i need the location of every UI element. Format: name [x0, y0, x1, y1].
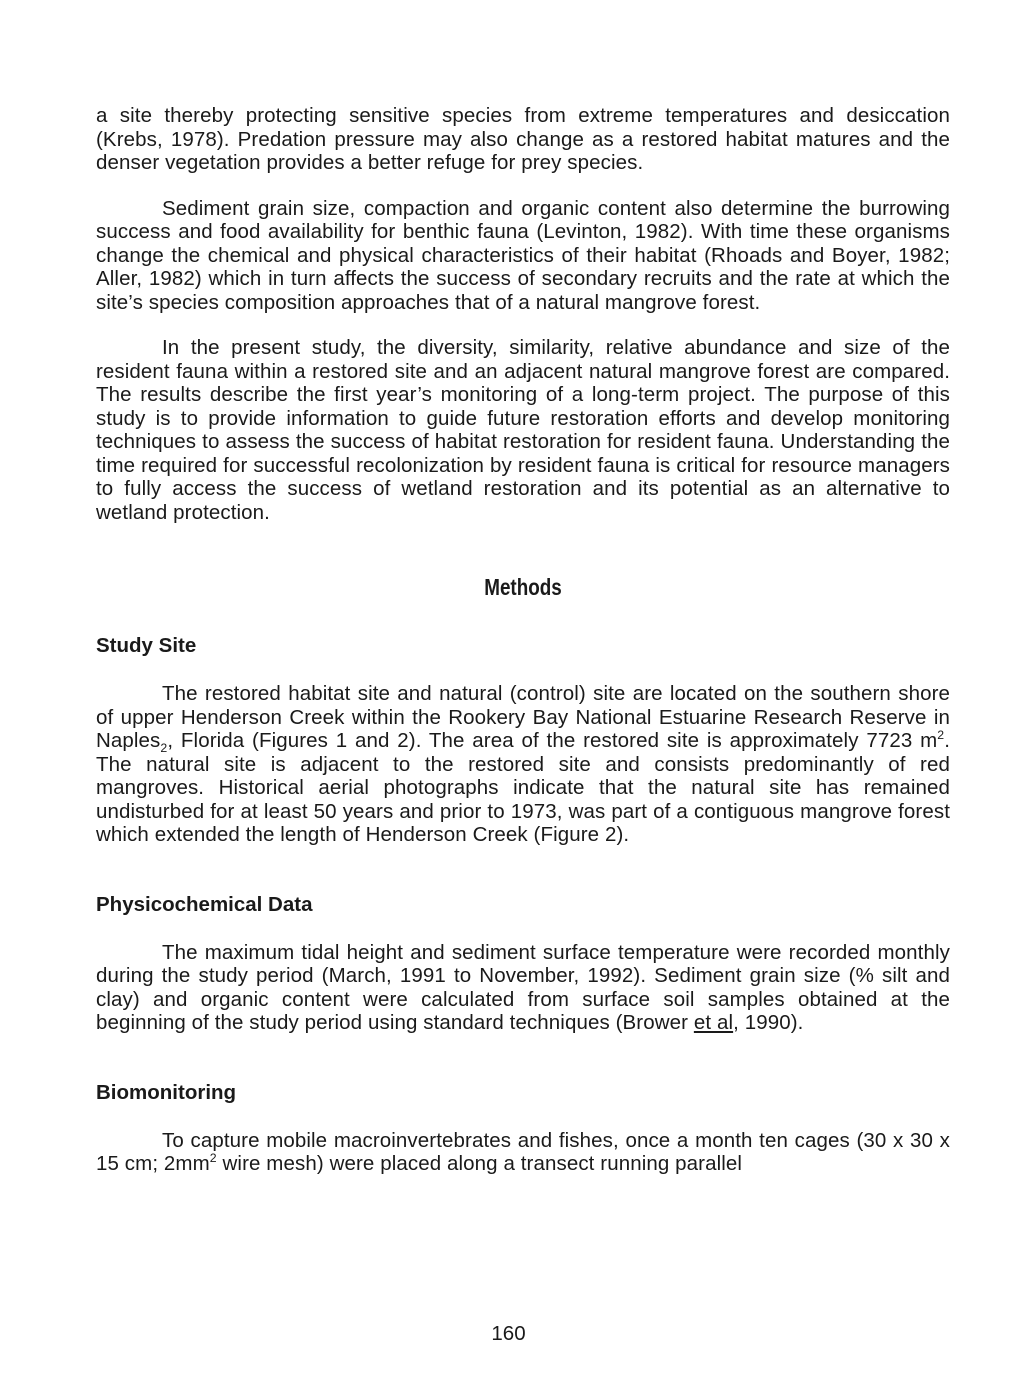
study-site-text-b: , Florida (Figures 1 and 2). The area of the restored site is approximately 7723 m: [167, 729, 938, 752]
document-page: [96, 104, 950, 1176]
superscript-mark: 2: [937, 728, 945, 743]
biomonitoring-text-a: To capture mobile macroinvertebrates and fishes, once a month ten cages (30 x 30 x 15 cm; 2mm: [96, 1128, 950, 1175]
superscript-mark: 2: [209, 1151, 217, 1166]
subheading-biomonitoring: Biomonitoring: [96, 1080, 237, 1104]
section-heading-methods: Methods: [484, 574, 562, 600]
subheading-physicochemical: Physicochemical Data: [96, 892, 313, 916]
paragraph-continued: a site thereby protecting sensitive species from extreme temperatures and desiccation (Krebs, 1978). Predation pressure may also change as a restored habitat matures and the denser vegetation provides a better refuge for prey species.: [96, 104, 950, 174]
subheading-study-site: Study Site: [96, 634, 197, 657]
paragraph-physicochemical: [96, 941, 950, 1035]
et-al-underlined: et al: [693, 1011, 734, 1034]
study-site-text-a: The restored habitat site and natural (control) site are located on the southern shore of upper Henderson Creek within the Rookery Bay National Estuarine Research Reserve in Naples: [96, 682, 950, 752]
subscript-mark: 2: [160, 741, 168, 756]
physicochemical-text-b: , 1990).: [733, 1011, 804, 1034]
paragraph-study-site: [96, 682, 950, 847]
paragraph-sediment: Sediment grain size, compaction and organic content also determine the burrowing success and food availability for benthic fauna (Levinton, 1982). With time these organisms change the chemical and physical characteristics of their habitat (Rhoads and Boyer, 1982; Aller, 1982) which in turn affects the success of secondary recruits and the rate at which the site’s species composition approaches that of a natural mangrove forest.: [96, 196, 950, 314]
paragraph-biomonitoring: [96, 1129, 950, 1176]
physicochemical-text-a: The maximum tidal height and sediment surface temperature were recorded monthly during the study period (March, 1991 to November, 1992). Sediment grain size (% silt and clay) and organic content were calculated from surface soil samples obtained at the beginning of the study period using standard techniques (Brower: [96, 940, 950, 1034]
page-number: 160: [491, 1322, 526, 1345]
paragraph-present-study: In the present study, the diversity, similarity, relative abundance and size of the resident fauna within a restored site and an adjacent natural mangrove forest are compared. The results describe the first year’s monitoring of a long-term project. The purpose of this study is to provide information to guide future restoration efforts and develop monitoring techniques to assess the success of habitat restoration for resident fauna. Understanding the time required for successful recolonization by resident fauna is critical for resource managers to fully access the success of wetland restoration and its potential as an alternative to wetland protection.: [96, 336, 950, 524]
study-site-text-c: . The natural site is adjacent to the restored site and consists predominantly of red mangroves. Historical aerial photographs indicate that the natural site has remained undisturbed for at least 50 years and prior to 1973, was part of a contiguous mangrove forest which extended the length of Henderson Creek (Figure 2).: [96, 729, 950, 846]
biomonitoring-text-b: wire mesh) were placed along a transect running parallel: [216, 1152, 743, 1175]
